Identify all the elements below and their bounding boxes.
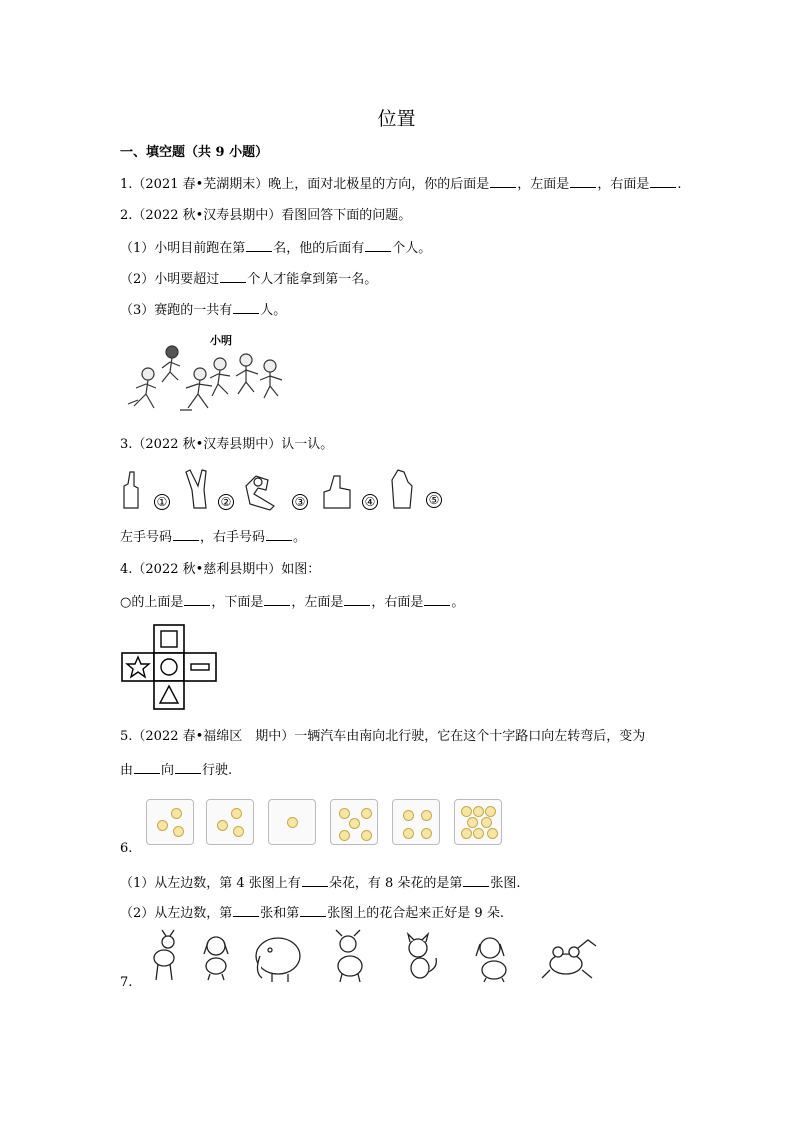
shape-cross-grid	[120, 624, 218, 710]
frog-icon	[542, 940, 596, 978]
q5-line-1: 5.（2022 春•福绵区 期中）一辆汽车由南向北行驶，它在这个十字路口向左转弯后，变为	[120, 729, 646, 744]
q4-blank-2[interactable]	[264, 593, 290, 606]
fawn-icon	[336, 930, 362, 982]
q4-blank-1[interactable]	[184, 593, 210, 606]
q4-stem: 4.（2022 秋•慈利县期中）如图：	[120, 562, 321, 577]
flower-card	[454, 799, 502, 845]
q4-blank-4[interactable]	[424, 593, 450, 606]
hand-label-2: ②	[218, 494, 234, 510]
flower-icon	[349, 818, 360, 829]
flower-icon	[173, 826, 184, 837]
q2-p1-b: 名，他的后面有	[273, 241, 365, 256]
flower-icon	[473, 806, 484, 817]
flower-icon	[217, 820, 228, 831]
hand-2-icon	[186, 470, 206, 508]
q1-blank-3[interactable]	[650, 175, 676, 188]
question-1	[120, 175, 681, 194]
q5-blank-2[interactable]	[175, 761, 201, 774]
q6-p2-blank-2[interactable]	[300, 904, 326, 917]
q4-ans-c: ，左面是	[291, 595, 344, 610]
dog-icon	[476, 938, 506, 982]
q2-p1-blank-1[interactable]	[246, 239, 272, 252]
q4-answer	[120, 593, 464, 612]
q3-ans-c: 。	[293, 530, 307, 545]
q7-number: 7.	[120, 975, 133, 990]
flower-card	[268, 799, 316, 845]
puppy-icon	[204, 937, 228, 980]
flower-icon	[233, 826, 244, 837]
q3-answer	[120, 528, 306, 547]
q2-p2-blank[interactable]	[220, 270, 246, 283]
q1-text-b: ，左面是	[517, 177, 570, 192]
q1-text-a: 1.（2021 春•芜湖期末）晚上，面对北极星的方向，你的后面是	[120, 177, 490, 192]
q6-p2-c: 张图上的花合起来正好是 9 朵.	[327, 906, 504, 921]
flower-card	[392, 799, 440, 845]
hand-4-icon	[324, 476, 350, 508]
q4-ans-b: ，下面是	[211, 595, 264, 610]
q6-p1-c: 张图.	[490, 876, 521, 891]
q4-ans-e: 。	[451, 595, 465, 610]
q3-stem: 3.（2022 秋•汉寿县期中）认一认。	[120, 437, 334, 452]
page-title: 位置	[377, 108, 416, 130]
q1-text-d: .	[677, 177, 682, 192]
q4-blank-3[interactable]	[344, 593, 370, 606]
q6-p1-blank-1[interactable]	[302, 874, 328, 887]
q2-p3-blank[interactable]	[233, 301, 259, 314]
flower-icon	[403, 810, 414, 821]
cat-icon	[408, 934, 436, 978]
q4-ans-d: ，右面是	[371, 595, 424, 610]
q6-p1-blank-2[interactable]	[463, 874, 489, 887]
q2-p2-a: （2）小明要超过	[120, 272, 220, 287]
flower-icon	[171, 808, 182, 819]
flower-card	[330, 799, 378, 845]
flower-icon	[287, 817, 298, 828]
q5-c: 行驶.	[202, 763, 233, 778]
q3-blank-1[interactable]	[173, 528, 199, 541]
flower-icon	[403, 828, 414, 839]
q6-p2-blank-1[interactable]	[233, 904, 259, 917]
deer-icon	[154, 930, 174, 980]
xiaoming-label: 小明	[210, 334, 232, 347]
flower-icon	[461, 806, 472, 817]
q2-stem: 2.（2022 秋•汉寿县期中）看图回答下面的问题。	[120, 208, 412, 223]
flower-icon	[481, 817, 492, 828]
flower-icon	[467, 817, 478, 828]
q6-number: 6.	[120, 841, 133, 856]
section-heading: 一、填空题（共 9 小题）	[120, 145, 269, 160]
q6-p2-a: （2）从左边数，第	[120, 906, 233, 921]
animals-row	[146, 928, 606, 984]
flower-icon	[339, 808, 350, 819]
flower-icon	[339, 830, 350, 841]
flower-icon	[157, 820, 168, 831]
hand-label-3: ③	[292, 494, 308, 510]
hand-label-1: ①	[154, 494, 170, 510]
flower-card	[146, 799, 194, 845]
hand-label-5: ⑤	[426, 492, 442, 508]
flower-card	[206, 799, 254, 845]
q2-part-1	[120, 239, 431, 258]
hand-5-icon	[392, 470, 412, 508]
q3-ans-a: 左手号码	[120, 530, 173, 545]
q2-p1-blank-2[interactable]	[365, 239, 391, 252]
q5-blank-1[interactable]	[134, 761, 160, 774]
q2-part-2	[120, 270, 377, 289]
q1-blank-1[interactable]	[490, 175, 516, 188]
q3-blank-2[interactable]	[266, 528, 292, 541]
flower-icon	[421, 828, 432, 839]
q2-p3-b: 人。	[260, 303, 287, 318]
flower-icon	[361, 808, 372, 819]
runners-drawing	[120, 330, 290, 416]
hand-label-4: ④	[362, 494, 378, 510]
flower-icon	[485, 806, 496, 817]
q5-line-2	[120, 761, 232, 780]
q2-p3-a: （3）赛跑的一共有	[120, 303, 233, 318]
q2-p1-c: 个人。	[392, 241, 432, 256]
flower-icon	[461, 828, 472, 839]
q6-p1-a: （1）从左边数，第 4 张图上有	[120, 876, 301, 891]
q1-blank-2[interactable]	[570, 175, 596, 188]
hand-1-icon	[124, 472, 138, 508]
flower-icon	[473, 828, 484, 839]
elephant-icon	[256, 938, 300, 982]
flower-icon	[487, 828, 498, 839]
q5-a: 由	[120, 763, 134, 778]
q6-part-2	[120, 904, 504, 923]
q6-p2-b: 张和第	[260, 906, 300, 921]
hand-gestures	[118, 466, 448, 512]
flower-icon	[361, 830, 372, 841]
q6-part-1	[120, 874, 521, 893]
q2-p2-b: 个人才能拿到第一名。	[247, 272, 378, 287]
q6-p1-b: 朵花，有 8 朵花的是第	[328, 876, 463, 891]
runners-image	[120, 330, 290, 416]
q2-part-3	[120, 301, 286, 320]
q2-p1-a: （1）小明目前跑在第	[120, 241, 246, 256]
q3-ans-b: ，右手号码	[200, 530, 266, 545]
q4-ans-a: ○的上面是	[120, 595, 184, 610]
q1-text-c: ，右面是	[597, 177, 650, 192]
flower-icon	[231, 808, 242, 819]
q5-b: 向	[161, 763, 175, 778]
flower-icon	[421, 810, 432, 821]
